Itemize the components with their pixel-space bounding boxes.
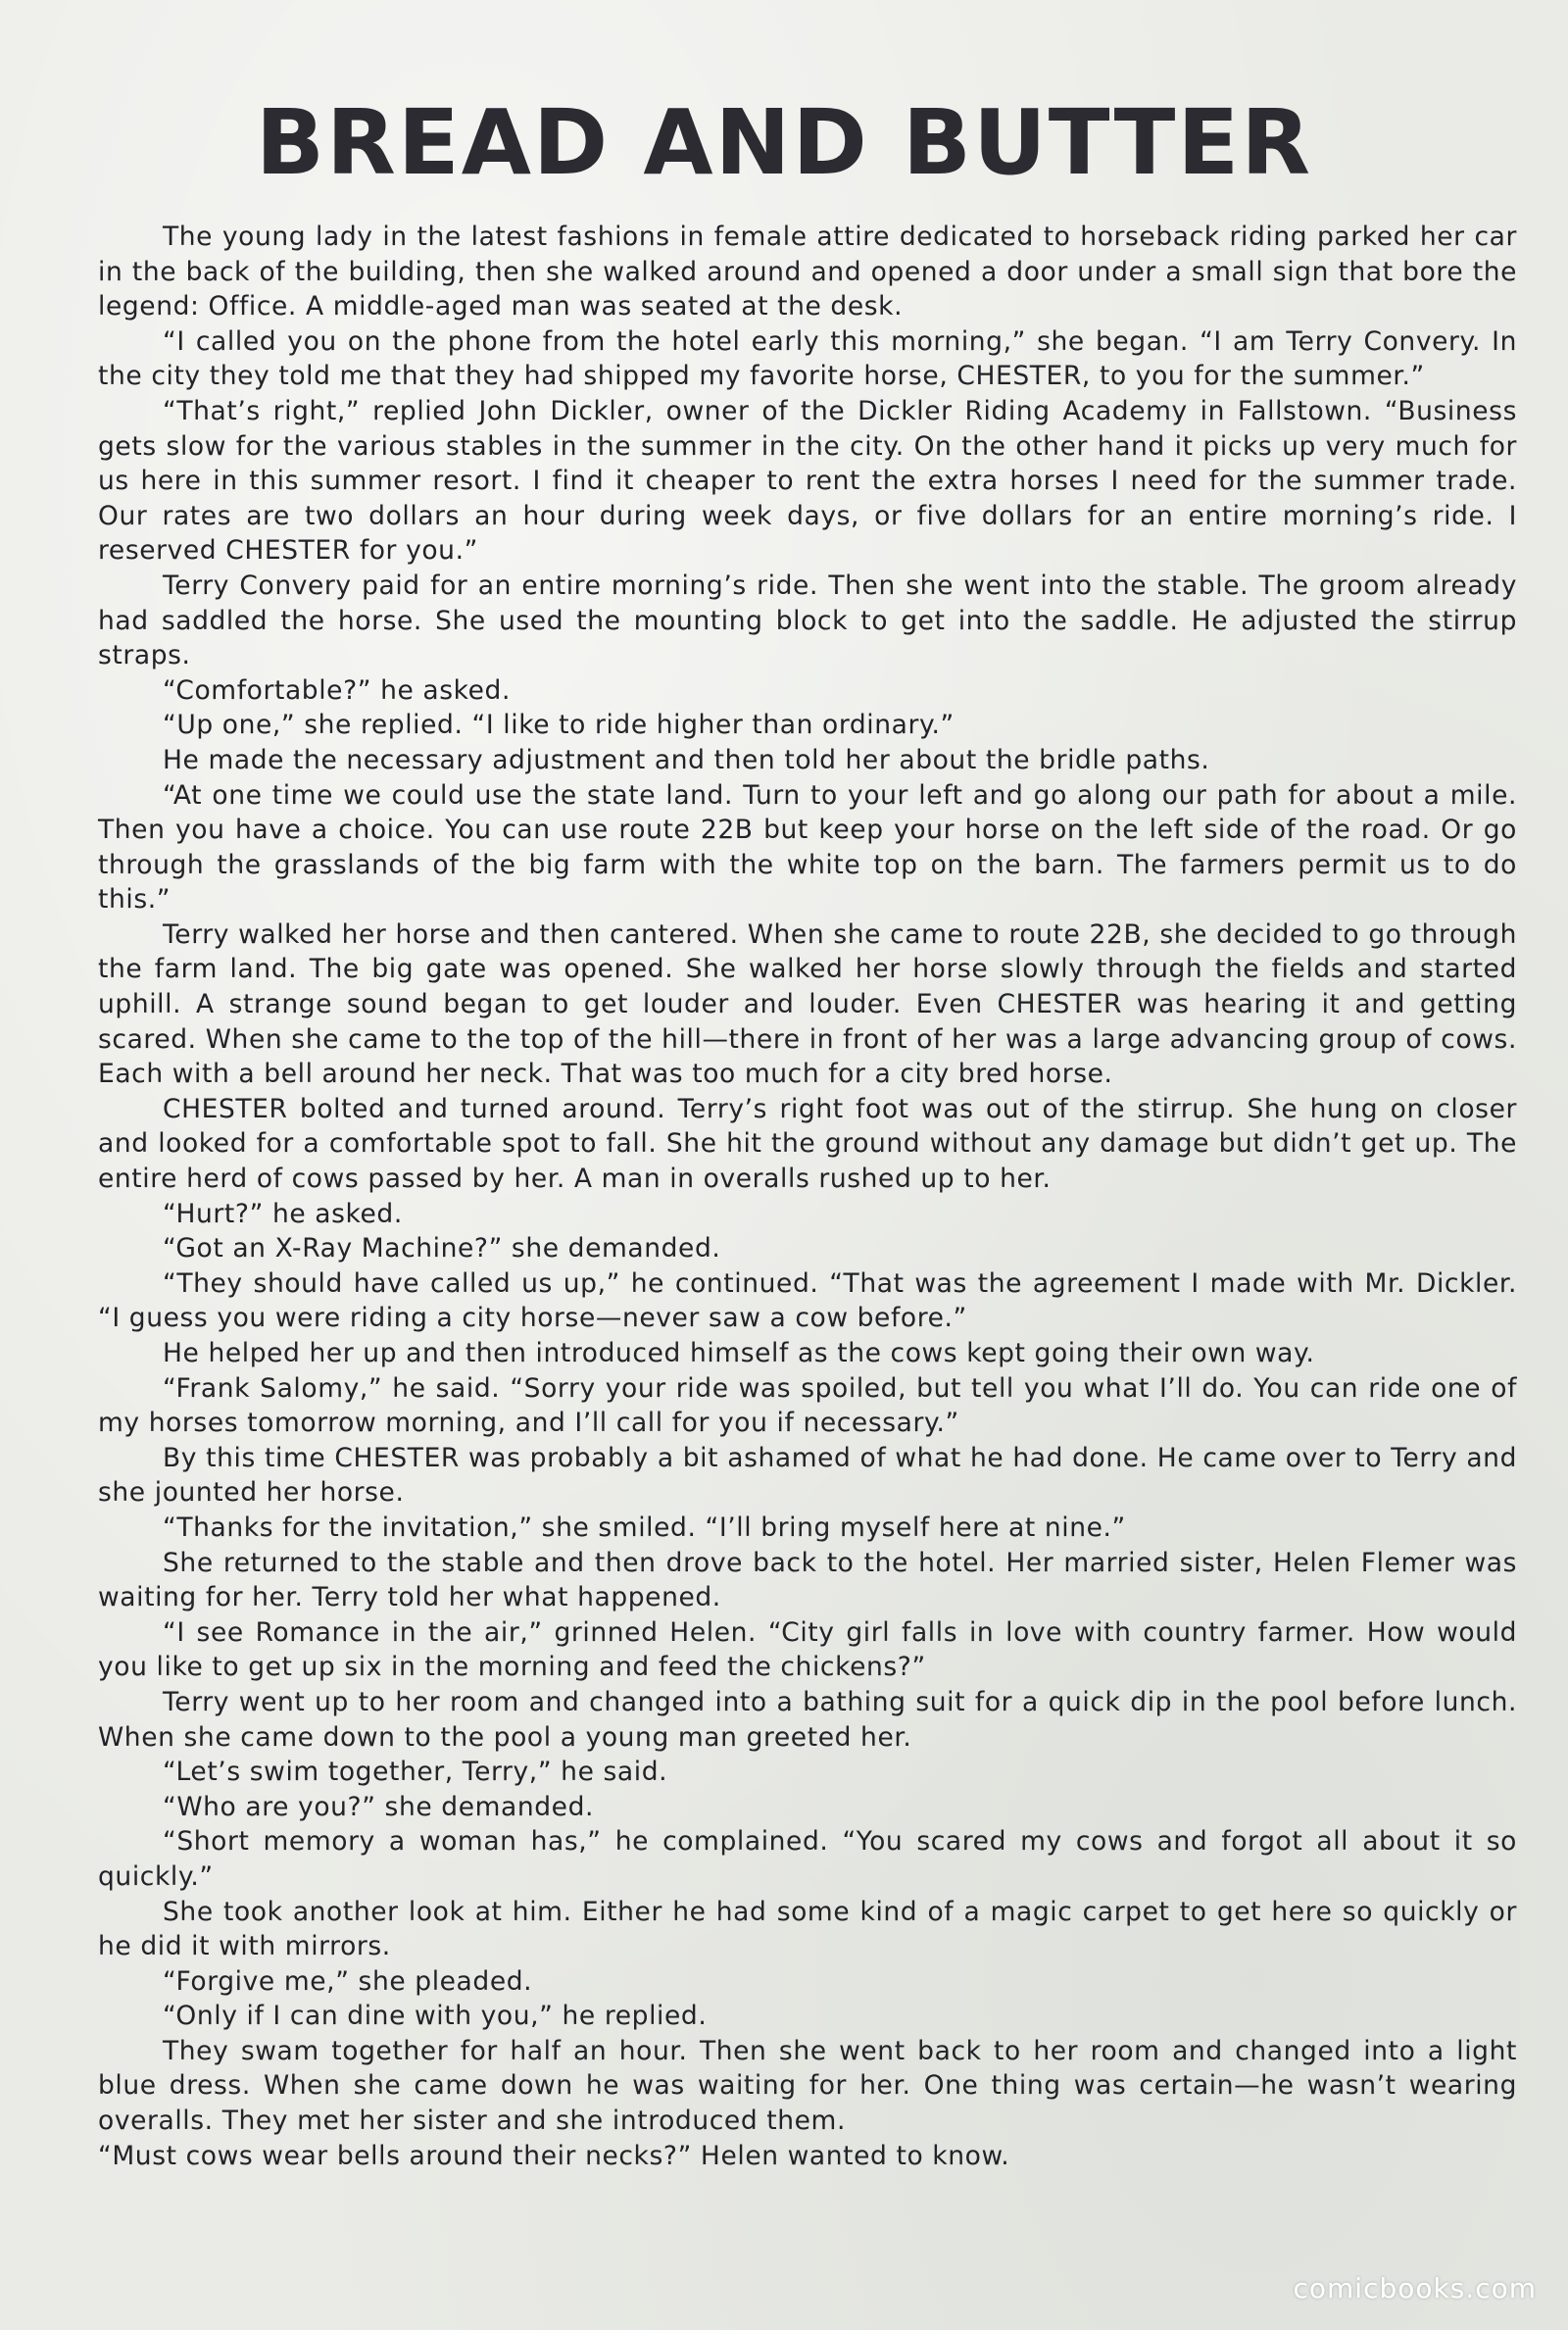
paragraph: “Let’s swim together, Terry,” he said. xyxy=(163,1757,668,1788)
paragraph: “Thanks for the invitation,” she smiled. “I’ll bring myself here at nine.” xyxy=(163,1512,1126,1543)
paragraph: “Who are you?” she demanded. xyxy=(163,1791,595,1822)
paragraph: She took another look at him. Either he had some kind of a magic carpet to get here so quickly or he did it with mirrors. xyxy=(98,1896,1517,1962)
paragraph: “Frank Salomy,” he said. “Sorry your ride was spoiled, but tell you what I’ll do. You can ride one of my horses tomorrow morning, and I’ll call for you if necessary.” xyxy=(98,1372,1517,1439)
paragraph: The young lady in the latest fashions in female attire dedicated to horseback riding parked her car in the back of the building, then she walked around and opened a door under a small sign that bore the legend: Office. A middle-aged man was seated at the desk. xyxy=(98,222,1517,322)
paragraph: “Got an X-Ray Machine?” she demanded. xyxy=(163,1233,721,1264)
paragraph: “Comfortable?” he asked. xyxy=(163,674,512,706)
paragraph: “At one time we could use the state land. Turn to your left and go along our path for about a mile. Then you have a choice. You can use route 22B but keep your horse on the left side of the road. Or go through the grasslands of the big farm with the white top on the barn. The farmers permit us to do this.” xyxy=(98,779,1517,916)
paragraph: “Hurt?” he asked. xyxy=(163,1198,403,1229)
paragraph: “I see Romance in the air,” grinned Helen. “City girl falls in love with country farmer. How would you like to get up six in the morning and feed the chickens?” xyxy=(98,1616,1517,1683)
paragraph: He made the necessary adjustment and then told her about the bridle paths. xyxy=(163,744,1210,775)
paragraph: CHESTER bolted and turned around. Terry’s right foot was out of the stirrup. She hung on closer and looked for a comfortable spot to fall. She hit the ground without any damage but didn’t get up. The entire herd of cows passed by her. A man in overalls rushed up to her. xyxy=(98,1093,1517,1195)
paragraph: “That’s right,” replied John Dickler, owner of the Dickler Riding Academy in Fallstown. “Business gets slow for the various stables in the summer in the city. On the other hand it picks up very much for us here in this summer resort. I find it cheaper to rent the extra horses I need for the summer trade. Our rates are two dollars an hour during week days, or five dollars for an entire morning’s ride. I reserved CHESTER for you.” xyxy=(98,395,1517,567)
paragraph: “Forgive me,” she pleaded. xyxy=(163,1965,533,1997)
paragraph: “I called you on the phone from the hotel early this morning,” she began. “I am Terry Convery. In the city they told me that they had shipped my favorite horse, CHESTER, to you for the summer.” xyxy=(98,325,1517,392)
paragraph: “Short memory a woman has,” he complained. “You scared my cows and forgot all about it so quickly.” xyxy=(98,1826,1517,1892)
watermark: comicbooks.com xyxy=(1293,2272,1537,2305)
paragraph: “Up one,” she replied. “I like to ride higher than ordinary.” xyxy=(163,710,955,741)
paragraph: “They should have called us up,” he continued. “That was the agreement I made with Mr. Dickler. “I guess you were riding a city horse—never saw a cow before.” xyxy=(98,1267,1517,1334)
paragraph: “Must cows wear bells around their necks?” Helen wanted to know. xyxy=(98,2140,1010,2171)
story-body xyxy=(98,220,1517,2173)
story-title: BREAD AND BUTTER xyxy=(255,90,1313,195)
paragraph: She returned to the stable and then drove back to the hotel. Her married sister, Helen Flemer was waiting for her. Terry told her what happened. xyxy=(98,1547,1517,1613)
paragraph: Terry Convery paid for an entire morning’s ride. Then she went into the stable. The groom already had saddled the horse. She used the mounting block to get into the saddle. He adjusted the stirrup straps. xyxy=(98,570,1517,671)
paragraph: They swam together for half an hour. Then she went back to her room and changed into a light blue dress. When she came down he was waiting for her. One thing was certain—he wasn’t wearing overalls. They met her sister and she introduced them. xyxy=(98,2035,1517,2137)
paragraph: Terry went up to her room and changed into a bathing suit for a quick dip in the pool before lunch. When she came down to the pool a young man greeted her. xyxy=(98,1686,1517,1753)
paragraph: Terry walked her horse and then cantered. When she came to route 22B, she decided to go through the farm land. The big gate was opened. She walked her horse slowly through the fields and started uphill. A strange sound began to get louder and louder. Even CHESTER was hearing it and getting scared. When she came to the top of the hill—there in front of her was a large advancing group of cows. Each with a bell around her neck. That was too much for a city bred horse. xyxy=(98,918,1517,1090)
paragraph: By this time CHESTER was probably a bit ashamed of what he had done. He came over to Terry and she jounted her horse. xyxy=(98,1442,1517,1509)
paragraph: “Only if I can dine with you,” he replied. xyxy=(163,2001,708,2032)
paragraph: He helped her up and then introduced himself as the cows kept going their own way. xyxy=(163,1338,1315,1368)
